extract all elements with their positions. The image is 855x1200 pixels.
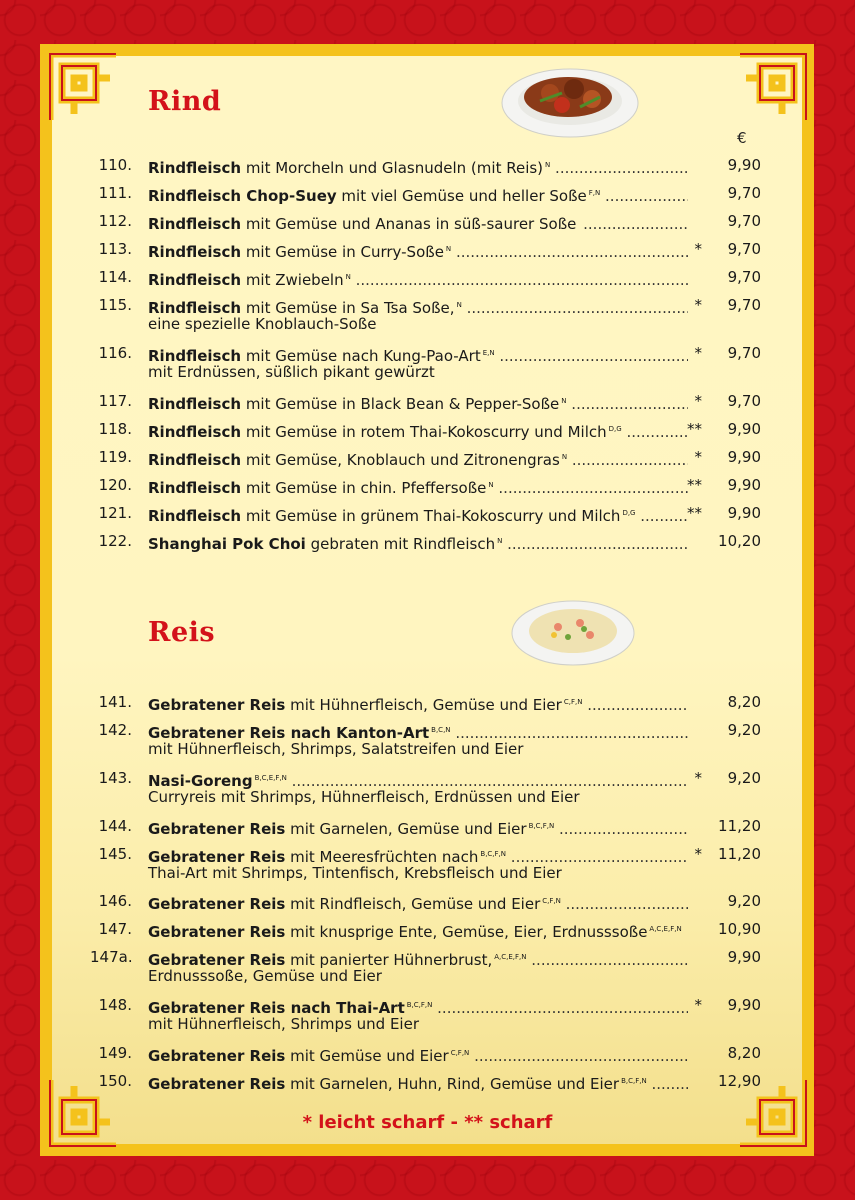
item-description-2: Thai-Art mit Shrimps, Tintenfisch, Krebsfleisch und Eier: [148, 864, 562, 882]
item-description-2: mit Hühnerfleisch, Shrimps, Salatstreifen und Eier: [148, 740, 524, 758]
item-allergens: N: [561, 397, 567, 405]
item-number: 143.: [98, 769, 132, 787]
item-name: Nasi-Goreng: [148, 772, 253, 790]
item-description-2: Curryreis mit Shrimps, Hühnerfleisch, Erdnüssen und Eier: [148, 788, 580, 806]
item-name: Gebratener Reis nach Thai-Art: [148, 999, 405, 1017]
item-line: [148, 156, 688, 178]
item-description: mit knusprige Ente, Gemüse, Eier, Erdnusssoße: [285, 923, 648, 941]
item-line: [148, 504, 688, 526]
item-line: [148, 817, 688, 839]
item-line: [148, 240, 688, 262]
item-name: Rindfleisch: [148, 395, 242, 413]
item-name: Gebratener Reis: [148, 895, 286, 913]
item-description: mit Gemüse in grünem Thai-Kokoscurry und Milch: [241, 507, 621, 525]
item-allergens: B,C,F,N: [528, 822, 555, 830]
item-number: 115.: [98, 296, 132, 314]
item-price: 9,90: [727, 420, 761, 438]
item-line: [148, 476, 688, 498]
item-price: 11,20: [718, 817, 761, 835]
item-number: 150.: [98, 1072, 132, 1090]
item-price: 8,20: [727, 693, 761, 711]
chinese-knot-corner-icon: [44, 48, 122, 126]
item-description: mit Gemüse nach Kung-Pao-Art: [241, 347, 481, 365]
item-price: 9,20: [727, 721, 761, 739]
item-price: 9,70: [727, 344, 761, 362]
item-line: [148, 693, 688, 715]
item-description-2: mit Erdnüssen, süßlich pikant gewürzt: [148, 363, 435, 381]
fried-rice-plate-image: [510, 597, 636, 669]
item-name: Rindfleisch: [148, 243, 242, 261]
spicy-mark: *: [694, 845, 702, 863]
item-description: mit Gemüse in rotem Thai-Kokoscurry und Milch: [241, 423, 607, 441]
item-line: [148, 268, 688, 290]
item-line: [148, 1072, 688, 1094]
item-description: mit Zwiebeln: [241, 271, 344, 289]
item-allergens: N: [488, 481, 494, 489]
item-allergens: B,C,F,N: [406, 1001, 433, 1009]
item-number: 148.: [98, 996, 132, 1014]
item-description: gebraten mit Rindfleisch: [305, 535, 496, 553]
item-name: Rindfleisch: [148, 479, 242, 497]
item-line: [148, 892, 688, 914]
item-line: [148, 184, 688, 206]
item-number: 146.: [98, 892, 132, 910]
item-allergens: D,G: [622, 509, 636, 517]
item-price: 9,90: [727, 156, 761, 174]
item-description: mit Gemüse, Knoblauch und Zitronengras: [241, 451, 560, 469]
spicy-mark: **: [687, 476, 702, 494]
item-number: 112.: [98, 212, 132, 230]
item-number: 147.: [98, 920, 132, 938]
item-description: mit viel Gemüse und heller Soße: [336, 187, 587, 205]
item-allergens: N: [456, 301, 462, 309]
item-number: 142.: [98, 721, 132, 739]
item-price: 9,90: [727, 504, 761, 522]
item-name: Rindfleisch: [148, 159, 242, 177]
item-allergens: N: [345, 273, 351, 281]
item-description: mit Morcheln und Glasnudeln (mit Reis): [241, 159, 544, 177]
item-description: mit Gemüse in Curry-Soße: [241, 243, 444, 261]
item-name: Rindfleisch: [148, 215, 242, 233]
item-allergens: D,G: [608, 425, 622, 433]
item-line: [148, 448, 688, 470]
item-price: 9,20: [727, 892, 761, 910]
item-description: mit Meeresfrüchten nach: [285, 848, 479, 866]
item-name: Rindfleisch Chop-Suey: [148, 187, 337, 205]
item-name: Gebratener Reis: [148, 696, 286, 714]
item-allergens: N: [497, 537, 503, 545]
item-price: 9,70: [727, 212, 761, 230]
item-line: [148, 920, 688, 942]
item-name: Rindfleisch: [148, 451, 242, 469]
item-number: 121.: [98, 504, 132, 522]
spicy-mark: *: [694, 769, 702, 787]
item-price: 8,20: [727, 1044, 761, 1062]
item-allergens: N: [545, 161, 551, 169]
item-allergens: N: [445, 245, 452, 253]
item-name: Shanghai Pok Choi: [148, 535, 306, 553]
item-name: Gebratener Reis: [148, 923, 286, 941]
item-number: 145.: [98, 845, 132, 863]
item-line: [148, 212, 688, 234]
item-number: 122.: [98, 532, 132, 550]
item-price: 9,70: [727, 240, 761, 258]
item-number: 116.: [98, 344, 132, 362]
beef-dish-plate-image: [500, 63, 640, 141]
item-description: mit Gemüse in Sa Tsa Soße,: [241, 299, 455, 317]
item-allergens: N: [561, 453, 568, 461]
item-line: [148, 532, 688, 554]
spicy-mark: *: [694, 448, 702, 466]
item-name: Gebratener Reis nach Kanton-Art: [148, 724, 430, 742]
item-allergens: F,N: [588, 189, 601, 197]
currency-symbol: €: [737, 129, 747, 147]
item-allergens: A,C,E,F,N: [494, 953, 527, 961]
item-price: 9,20: [727, 769, 761, 787]
item-number: 119.: [98, 448, 132, 466]
item-number: 114.: [98, 268, 132, 286]
item-price: 11,20: [718, 845, 761, 863]
item-allergens: B,C,F,N: [621, 1077, 647, 1085]
item-description: mit Hühnerfleisch, Gemüse und Eier: [285, 696, 562, 714]
item-number: 113.: [98, 240, 132, 258]
item-description: mit Gemüse in chin. Pfeffersoße: [241, 479, 487, 497]
item-allergens: B,C,E,F,N: [254, 774, 287, 782]
item-allergens: B,C,N: [431, 726, 451, 734]
spicy-mark: **: [687, 420, 702, 438]
item-price: 12,90: [718, 1072, 761, 1090]
item-name: Rindfleisch: [148, 271, 242, 289]
item-price: 9,90: [727, 448, 761, 466]
item-price: 9,70: [727, 392, 761, 410]
item-allergens: C,F,N: [542, 897, 561, 905]
item-description-2: Erdnusssoße, Gemüse und Eier: [148, 967, 382, 985]
section-title-rind: Rind: [148, 86, 222, 117]
item-allergens: E,N: [482, 349, 495, 357]
section-title-reis: Reis: [148, 617, 216, 648]
item-price: 9,70: [727, 296, 761, 314]
item-price: 10,90: [718, 920, 761, 938]
spicy-mark: *: [694, 296, 702, 314]
item-description-2: mit Hühnerfleisch, Shrimps und Eier: [148, 1015, 419, 1033]
item-allergens: A,C,E,F,N: [649, 925, 682, 933]
item-description-2: eine spezielle Knoblauch-Soße: [148, 315, 377, 333]
item-name: Gebratener Reis: [148, 951, 286, 969]
item-name: Gebratener Reis: [148, 820, 286, 838]
item-number: 144.: [98, 817, 132, 835]
item-name: Rindfleisch: [148, 423, 242, 441]
spicy-mark: **: [687, 504, 702, 522]
item-number: 149.: [98, 1044, 132, 1062]
item-description: mit Gemüse in Black Bean & Pepper-Soße: [241, 395, 560, 413]
item-number: 141.: [98, 693, 132, 711]
item-price: 9,70: [727, 268, 761, 286]
item-number: 147a.: [90, 948, 133, 966]
item-description: mit panierter Hühnerbrust,: [285, 951, 493, 969]
item-price: 9,90: [727, 476, 761, 494]
item-name: Rindfleisch: [148, 299, 242, 317]
item-price: 10,20: [718, 532, 761, 550]
chinese-knot-corner-icon: [734, 48, 812, 126]
item-description: mit Garnelen, Huhn, Rind, Gemüse und Eier: [285, 1075, 620, 1093]
item-name: Rindfleisch: [148, 347, 242, 365]
item-description: mit Garnelen, Gemüse und Eier: [285, 820, 527, 838]
item-price: 9,90: [727, 948, 761, 966]
spicy-mark: *: [694, 240, 702, 258]
item-description: mit Rindfleisch, Gemüse und Eier: [285, 895, 541, 913]
item-number: 118.: [98, 420, 132, 438]
item-line: [148, 392, 688, 414]
spicy-mark: *: [694, 392, 702, 410]
spicy-mark: *: [694, 996, 702, 1014]
item-number: 110.: [98, 156, 132, 174]
item-allergens: C,F,N: [450, 1049, 470, 1057]
item-line: [148, 1044, 688, 1066]
item-price: 9,90: [727, 996, 761, 1014]
item-name: Gebratener Reis: [148, 848, 286, 866]
spicy-mark: *: [694, 344, 702, 362]
item-allergens: C,F,N: [563, 698, 583, 706]
item-number: 120.: [98, 476, 132, 494]
item-name: Rindfleisch: [148, 507, 242, 525]
item-allergens: B,C,F,N: [480, 850, 507, 858]
item-price: 9,70: [727, 184, 761, 202]
item-line: [148, 420, 688, 442]
spiciness-legend: * leicht scharf - ** scharf: [302, 1112, 553, 1133]
item-number: 117.: [98, 392, 132, 410]
item-name: Gebratener Reis: [148, 1075, 286, 1093]
item-description: mit Gemüse und Ananas in süß-saurer Soße: [241, 215, 577, 233]
item-description: mit Gemüse und Eier: [285, 1047, 449, 1065]
item-number: 111.: [98, 184, 132, 202]
item-name: Gebratener Reis: [148, 1047, 286, 1065]
